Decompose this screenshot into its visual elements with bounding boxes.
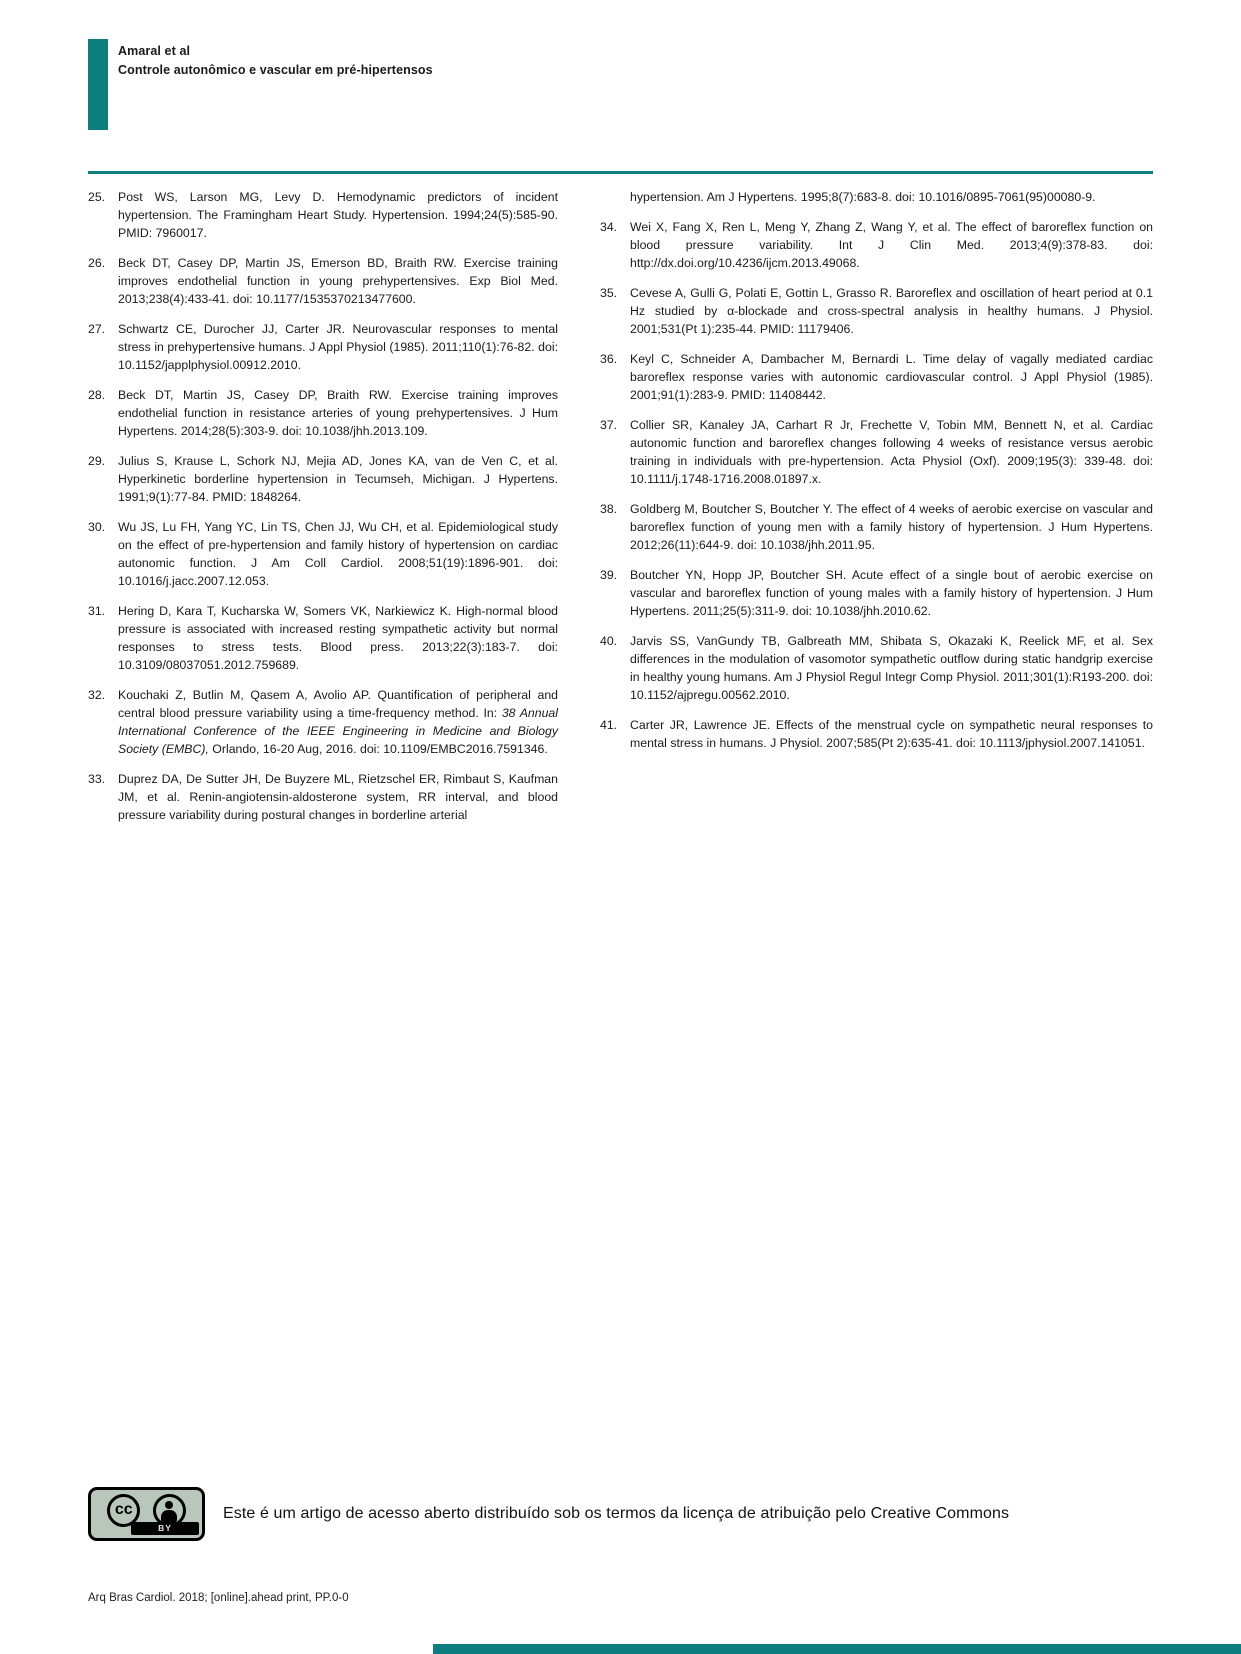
reference-text: Schwartz CE, Durocher JJ, Carter JR. Neurovascular responses to mental stress in prehypertensive humans. J Appl Physiol (1985). 2011;110(1):76-82. doi: 10.1152/japplphysiol.00912.2010.	[118, 322, 558, 372]
license-strip	[88, 1487, 1153, 1541]
reference-text: Kouchaki Z, Butlin M, Qasem A, Avolio AP. Quantification of peripheral and central blood pressure variability using a time-frequency method. In: 38 Annual International Conference of the IEEE Engineering in Medicine and Biology Society (EMBC), Orlando, 16-20 Aug, 2016. doi: 10.1109/EMBC2016.7591346.	[118, 688, 558, 756]
reference-text: Beck DT, Casey DP, Martin JS, Emerson BD, Braith RW. Exercise training improves endothelial function in young prehypertensives. Exp Biol Med. 2013;238(4):433-41. doi: 10.1177/1535370213477600.	[118, 256, 558, 306]
reference-text: Beck DT, Martin JS, Casey DP, Braith RW. Exercise training improves endothelial function in resistance arteries of young prehypertensives. J Hum Hypertens. 2014;28(5):303-9. doi: 10.1038/jhh.2013.109.	[118, 388, 558, 438]
reference-number: 40.	[600, 634, 618, 648]
reference-text: Cevese A, Gulli G, Polati E, Gottin L, Grasso R. Baroreflex and oscillation of heart period at 0.1 Hz studied by α-blockade and cross-spectral analysis in healthy humans. J Physiol. 2001;531(Pt 1):235-44. PMID: 11179406.	[630, 286, 1153, 336]
reference-text: hypertension. Am J Hypertens. 1995;8(7):683-8. doi: 10.1016/0895-7061(95)00080-9.	[630, 190, 1096, 204]
reference-text: Goldberg M, Boutcher S, Boutcher Y. The effect of 4 weeks of aerobic exercise on vascular and baroreflex function of young men with a family history of hypertension. J Hum Hypertens. 2012;26(11):644-9. doi: 10.1038/jhh.2011.95.	[630, 502, 1153, 552]
reference-column-right	[600, 188, 1153, 836]
reference-number: 28.	[88, 388, 106, 402]
reference-number: 33.	[88, 772, 106, 786]
reference-item	[600, 632, 1153, 704]
reference-item	[88, 602, 558, 674]
page-bottom-accent-bar	[433, 1644, 1241, 1654]
reference-text: Wu JS, Lu FH, Yang YC, Lin TS, Chen JJ, Wu CH, et al. Epidemiological study on the effect of pre-hypertension and family history of hypertension on cardiac autonomic function. J Am Coll Cardiol. 2008;51(19):1896-901. doi: 10.1016/j.jacc.2007.12.053.	[118, 520, 558, 588]
reference-text: Carter JR, Lawrence JE. Effects of the menstrual cycle on sympathetic neural responses to mental stress in humans. J Physiol. 2007;585(Pt 2):635-41. doi: 10.1113/jphysiol.2007.141051.	[630, 718, 1153, 750]
reference-number: 34.	[600, 220, 618, 234]
reference-text: Jarvis SS, VanGundy TB, Galbreath MM, Shibata S, Okazaki K, Reelick MF, et al. Sex differences in the modulation of vasomotor sympathetic outflow during static handgrip exercise in healthy young humans. Am J Physiol Regul Integr Comp Physiol. 2011;301(1):R193-200. doi: 10.1152/ajpregu.00562.2010.	[630, 634, 1153, 702]
reference-item	[88, 386, 558, 440]
license-statement: Este é um artigo de acesso aberto distribuído sob os termos da licença de atribuição pelo Creative Commons	[223, 1505, 1010, 1522]
cc-by-license-badge[interactable]	[88, 1487, 205, 1541]
reference-text: Wei X, Fang X, Ren L, Meng Y, Zhang Z, Wang Y, et al. The effect of baroreflex function on blood pressure variability. Int J Clin Med. 2013;4(9):378-83. doi: http://dx.doi.org/10.4236/ijcm.2013.49068.	[630, 220, 1153, 270]
reference-number: 41.	[600, 718, 618, 732]
running-head	[118, 42, 433, 80]
reference-number: 36.	[600, 352, 618, 366]
reference-number	[600, 188, 630, 206]
reference-item	[600, 566, 1153, 620]
by-label: BY	[158, 1523, 172, 1534]
reference-number: 30.	[88, 520, 106, 534]
reference-number: 29.	[88, 454, 106, 468]
running-head-authors: Amaral et al	[118, 44, 191, 58]
reference-item	[600, 416, 1153, 488]
reference-item	[88, 320, 558, 374]
reference-number: 37.	[600, 418, 618, 432]
reference-item	[600, 500, 1153, 554]
reference-text: Hering D, Kara T, Kucharska W, Somers VK, Narkiewicz K. High-normal blood pressure is associated with increased resting sympathetic activity but normal responses to stress tests. Blood press. 2013;22(3):183-7. doi: 10.3109/08037051.2012.759689.	[118, 604, 558, 672]
reference-number: 25.	[88, 190, 106, 204]
reference-item	[88, 770, 558, 824]
reference-item	[600, 716, 1153, 752]
reference-number: 26.	[88, 256, 106, 270]
reference-list	[88, 188, 1153, 836]
reference-item	[88, 518, 558, 590]
reference-item	[88, 254, 558, 308]
reference-item	[88, 686, 558, 758]
reference-item	[88, 188, 558, 242]
reference-text: Collier SR, Kanaley JA, Carhart R Jr, Frechette V, Tobin MM, Bennett N, et al. Cardiac autonomic function and baroreflex changes following 4 weeks of resistance versus aerobic training in individuals with pre-hypertension. Acta Physiol (Oxf). 2009;195(3): 339-48. doi: 10.1111/j.1748-1716.2008.01897.x.	[630, 418, 1153, 486]
reference-number: 39.	[600, 568, 618, 582]
cc-logo-icon: cc	[107, 1494, 140, 1527]
reference-text: Keyl C, Schneider A, Dambacher M, Bernardi L. Time delay of vagally mediated cardiac baroreflex response varies with autonomic cardiovascular control. J Appl Physiol (1985). 2001;91(1):283-9. PMID: 11408442.	[630, 352, 1153, 402]
by-strip	[131, 1522, 199, 1535]
reference-number: 27.	[88, 322, 106, 336]
reference-column-left	[88, 188, 558, 836]
reference-item	[600, 284, 1153, 338]
reference-number: 35.	[600, 286, 618, 300]
reference-item	[600, 188, 1153, 206]
journal-citation-footer: Arq Bras Cardiol. 2018; [online].ahead print, PP.0-0	[88, 1592, 349, 1604]
reference-item	[88, 452, 558, 506]
reference-item	[600, 350, 1153, 404]
running-head-accent-bar	[88, 39, 108, 130]
reference-text: Post WS, Larson MG, Levy D. Hemodynamic predictors of incident hypertension. The Framingham Heart Study. Hypertension. 1994;24(5):585-90. PMID: 7960017.	[118, 190, 558, 240]
section-divider-rule	[88, 171, 1153, 174]
reference-text: Duprez DA, De Sutter JH, De Buyzere ML, Rietzschel ER, Rimbaut S, Kaufman JM, et al. Renin-angiotensin-aldosterone system, RR interval, and blood pressure variability during postural changes in borderline arterial	[118, 772, 558, 822]
running-head-title: Controle autonômico e vascular em pré-hipertensos	[118, 63, 433, 77]
reference-number: 38.	[600, 502, 618, 516]
reference-text: Julius S, Krause L, Schork NJ, Mejia AD, Jones KA, van de Ven C, et al. Hyperkinetic borderline hypertension in Tecumseh, Michigan. J Hypertens. 1991;9(1):77-84. PMID: 1848264.	[118, 454, 558, 504]
reference-text: Boutcher YN, Hopp JP, Boutcher SH. Acute effect of a single bout of aerobic exercise on vascular and baroreflex function of young males with a family history of hypertension. J Hum Hypertens. 2011;25(5):311-9. doi: 10.1038/jhh.2010.62.	[630, 568, 1153, 618]
reference-number: 31.	[88, 604, 106, 618]
reference-item	[600, 218, 1153, 272]
reference-number: 32.	[88, 688, 106, 702]
